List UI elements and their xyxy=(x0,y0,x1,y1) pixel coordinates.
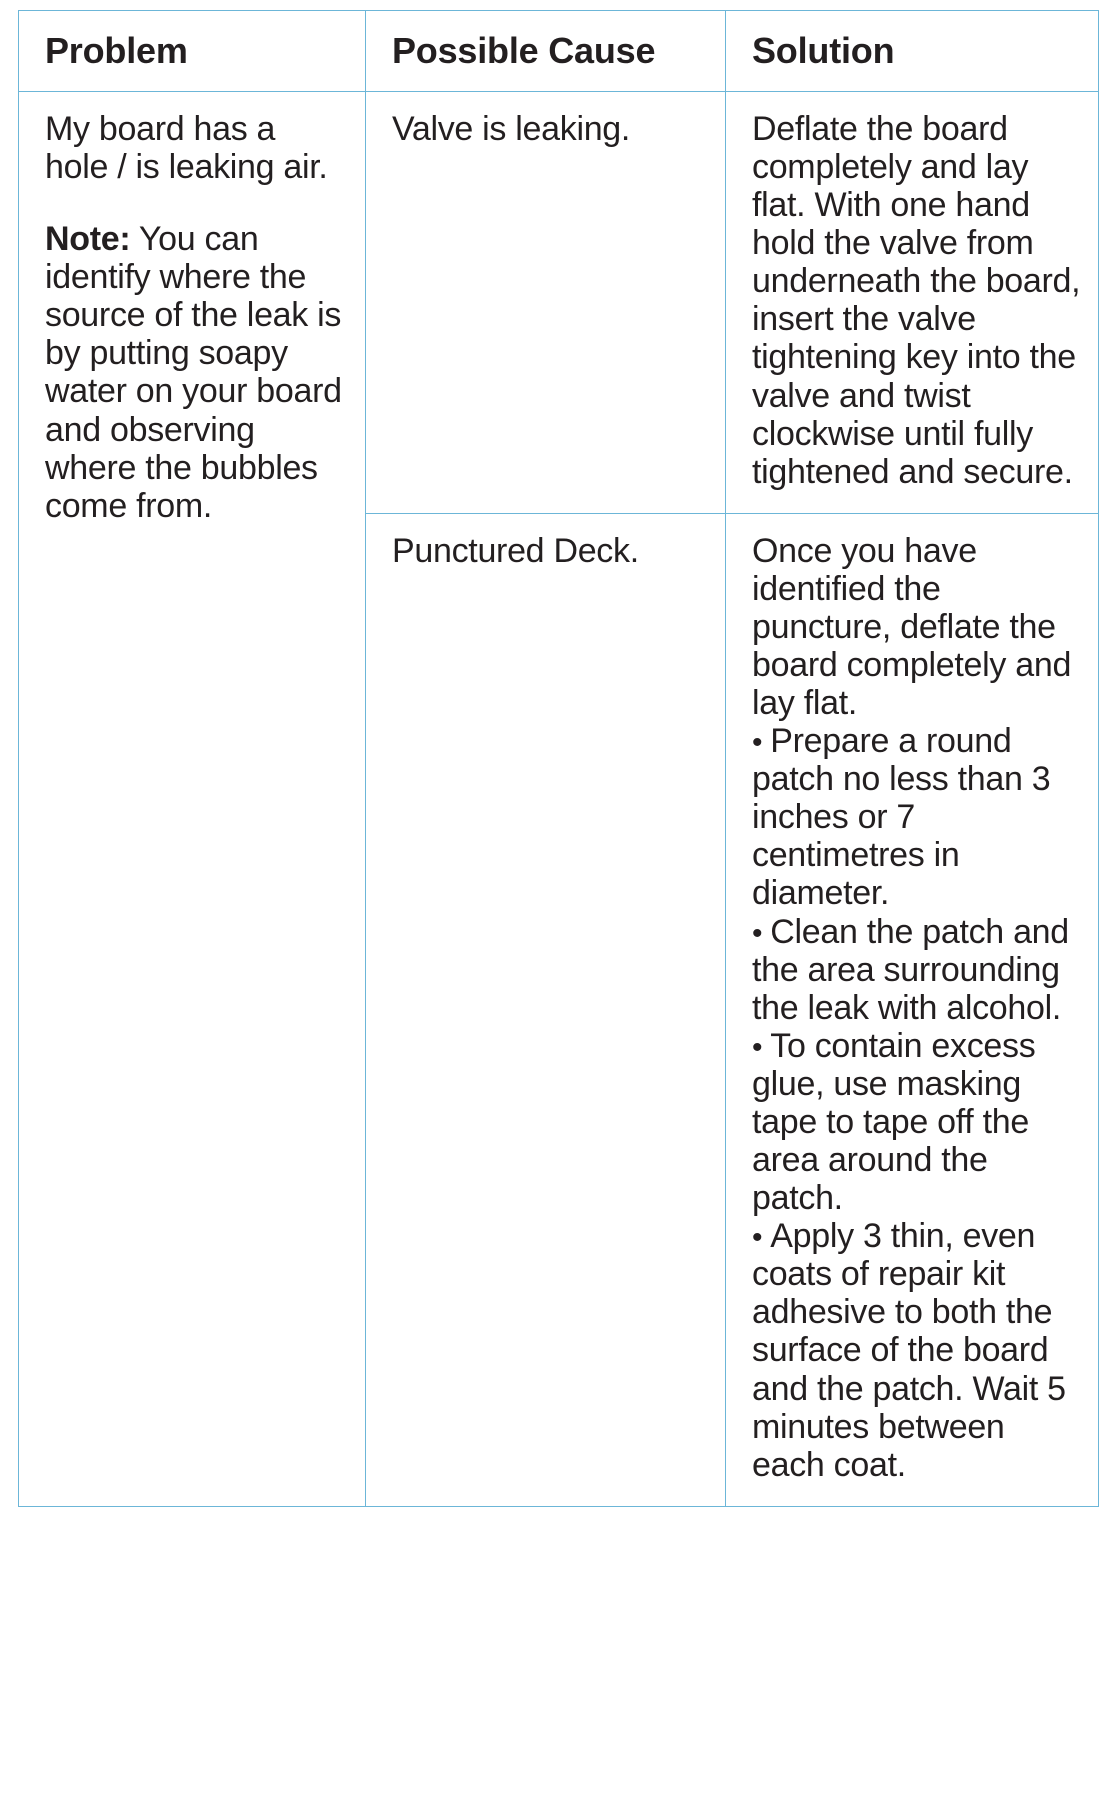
column-header-possible-cause xyxy=(366,11,726,92)
solution-bullet-item xyxy=(752,722,1082,912)
solution-bullet-item xyxy=(752,1027,1082,1217)
cell-solution xyxy=(726,92,1099,514)
cell-solution xyxy=(726,513,1099,1506)
cell-possible-cause xyxy=(366,513,726,1506)
column-header-problem xyxy=(19,11,366,92)
problem-note xyxy=(45,220,347,525)
column-header-possible-cause-label: Possible Cause xyxy=(392,30,656,72)
problem-title: My board has a hole / is leaking air. xyxy=(45,110,328,187)
solution-bullet-item xyxy=(752,1217,1082,1484)
solution-bullet-text: To contain excess glue, use masking tape to tape off the area around the patch. xyxy=(752,1026,1036,1218)
bullet-dot-icon: • xyxy=(752,726,771,760)
cell-problem xyxy=(19,92,366,1507)
solution-paragraph: Deflate the board completely and lay flat. With one hand hold the valve from underneath the board, insert the valve tightening key into the valve and twist clockwise until fully tightened and secure. xyxy=(752,110,1081,491)
table-header xyxy=(19,11,1099,92)
possible-cause-text: Valve is leaking. xyxy=(392,110,631,148)
possible-cause-text: Punctured Deck. xyxy=(392,531,639,570)
column-header-problem-label: Problem xyxy=(45,30,188,72)
problem-note-body: You can identify where the source of the leak is by putting soapy water on your board and observing where the bubbles come from. xyxy=(45,220,342,525)
troubleshooting-table xyxy=(18,10,1099,1507)
bullet-dot-icon: • xyxy=(752,1221,771,1255)
cell-possible-cause xyxy=(366,92,726,514)
problem-description xyxy=(45,110,351,525)
column-header-solution-label: Solution xyxy=(752,30,895,72)
problem-note-label: Note: xyxy=(45,220,131,259)
bullet-dot-icon: • xyxy=(752,916,771,950)
table-body xyxy=(19,92,1099,1507)
solution-bullet-text: Prepare a round patch no less than 3 inches or 7 centimetres in diameter. xyxy=(752,722,1051,913)
table-header-row xyxy=(19,11,1099,92)
solution-bullet-text: Apply 3 thin, even coats of repair kit adhesive to both the surface of the board and the patch. Wait 5 minutes between each coat. xyxy=(752,1217,1066,1484)
column-header-solution xyxy=(726,11,1099,92)
solution-text xyxy=(752,110,1084,491)
bullet-dot-icon: • xyxy=(752,1030,771,1064)
solution-bullet-text: Clean the patch and the area surrounding the leak with alcohol. xyxy=(752,912,1069,1027)
solution-text xyxy=(752,532,1084,1484)
solution-bullet-list xyxy=(752,722,1082,1484)
solution-bullet-item xyxy=(752,913,1082,1027)
table-row xyxy=(19,92,1099,514)
solution-paragraph: Once you have identified the puncture, deflate the board completely and lay flat. xyxy=(752,531,1072,723)
